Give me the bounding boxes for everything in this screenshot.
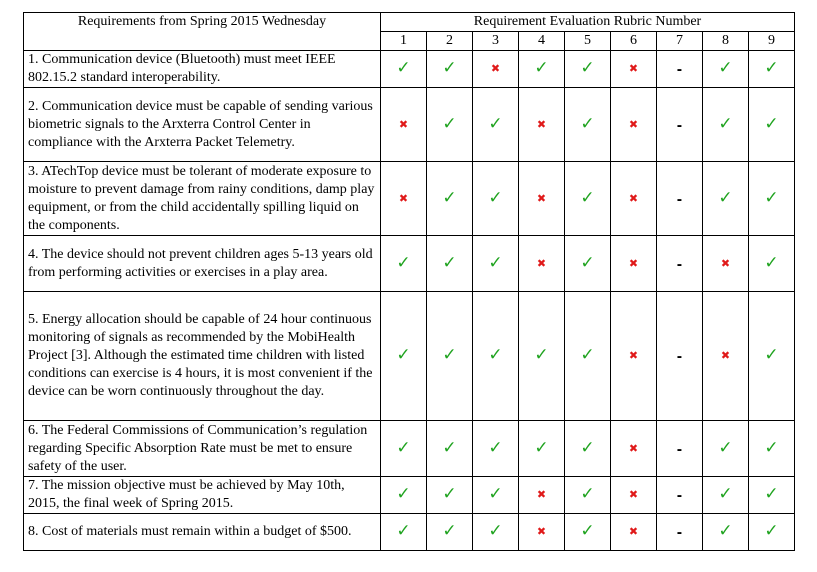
rubric-cell <box>749 292 795 421</box>
cross-icon: ✖ <box>398 117 409 131</box>
cross-icon: ✖ <box>628 191 639 205</box>
rubric-number-3: 3 <box>473 32 519 51</box>
rubric-cell <box>519 236 565 292</box>
checkmark-icon: ✓ <box>580 437 595 458</box>
rubric-cell <box>473 162 519 236</box>
dash-icon: - <box>676 63 683 78</box>
checkmark-icon: ✓ <box>580 521 595 541</box>
rubric-cell <box>519 477 565 514</box>
rubric-cell <box>519 514 565 551</box>
rubric-cell <box>473 88 519 162</box>
checkmark-icon: ✓ <box>764 437 779 458</box>
rubric-cell <box>703 162 749 236</box>
checkmark-icon: ✓ <box>534 345 549 365</box>
requirements-header: Requirements from Spring 2015 Wednesday <box>24 13 381 51</box>
cross-icon: ✖ <box>628 525 639 538</box>
rubric-cell <box>565 236 611 292</box>
rubric-cell <box>703 88 749 162</box>
rubric-cell <box>657 514 703 551</box>
rubric-cell <box>565 88 611 162</box>
checkmark-icon: ✓ <box>534 58 549 78</box>
checkmark-icon: ✓ <box>718 58 733 78</box>
rubric-cell <box>703 477 749 514</box>
checkmark-icon: ✓ <box>718 187 733 208</box>
cross-icon: ✖ <box>628 62 639 75</box>
rubric-cell <box>427 162 473 236</box>
rubric-number-6: 6 <box>611 32 657 51</box>
cross-icon: ✖ <box>536 488 547 501</box>
rubric-cell <box>473 514 519 551</box>
rubric-number-8: 8 <box>703 32 749 51</box>
requirement-text: 1. Communication device (Bluetooth) must meet IEEE 802.15.2 standard interoperability. <box>24 51 381 88</box>
rubric-number-4: 4 <box>519 32 565 51</box>
rubric-cell <box>703 421 749 477</box>
rubric-cell <box>703 51 749 88</box>
rubric-cell <box>657 477 703 514</box>
checkmark-icon: ✓ <box>488 484 503 504</box>
rubric-cell <box>749 236 795 292</box>
checkmark-icon: ✓ <box>764 345 779 365</box>
rubric-cell <box>381 51 427 88</box>
rubric-cell <box>611 421 657 477</box>
checkmark-icon: ✓ <box>442 58 457 78</box>
dash-icon: - <box>676 442 683 458</box>
header-row <box>24 13 795 32</box>
checkmark-icon: ✓ <box>442 521 457 541</box>
rubric-cell <box>611 162 657 236</box>
table-row <box>24 292 795 421</box>
rubric-cell <box>611 477 657 514</box>
rubric-cell <box>381 162 427 236</box>
rubric-cell <box>565 421 611 477</box>
dash-icon: - <box>676 118 683 134</box>
rubric-cell <box>427 477 473 514</box>
rubric-cell <box>657 88 703 162</box>
checkmark-icon: ✓ <box>396 484 411 504</box>
checkmark-icon: ✓ <box>488 187 503 208</box>
rubric-cell <box>611 236 657 292</box>
requirement-text: 4. The device should not prevent children ages 5-13 years old from performing activities or exercises in a play area. <box>24 236 381 292</box>
rubric-number-1: 1 <box>381 32 427 51</box>
rubric-cell <box>703 514 749 551</box>
checkmark-icon: ✓ <box>764 113 779 134</box>
rubric-cell <box>473 236 519 292</box>
cross-icon: ✖ <box>628 441 639 455</box>
rubric-cell <box>473 51 519 88</box>
rubric-cell <box>473 477 519 514</box>
cross-icon: ✖ <box>628 488 639 501</box>
table-row <box>24 162 795 236</box>
dash-icon: - <box>676 192 683 208</box>
rubric-number-2: 2 <box>427 32 473 51</box>
rubric-cell <box>749 421 795 477</box>
checkmark-icon: ✓ <box>718 484 733 504</box>
rubric-cell <box>657 421 703 477</box>
requirements-rubric-table <box>23 12 795 551</box>
rubric-cell <box>473 292 519 421</box>
requirement-text: 7. The mission objective must be achieved by May 10th, 2015, the final week of Spring 2015. <box>24 477 381 514</box>
rubric-cell <box>565 162 611 236</box>
checkmark-icon: ✓ <box>718 437 733 458</box>
checkmark-icon: ✓ <box>488 252 503 273</box>
cross-icon: ✖ <box>628 349 639 362</box>
rubric-cell <box>381 236 427 292</box>
cross-icon: ✖ <box>536 256 547 270</box>
checkmark-icon: ✓ <box>396 252 411 273</box>
rubric-cell <box>657 162 703 236</box>
table-row <box>24 421 795 477</box>
rubric-cell <box>427 236 473 292</box>
checkmark-icon: ✓ <box>580 187 595 208</box>
checkmark-icon: ✓ <box>442 437 457 458</box>
checkmark-icon: ✓ <box>442 113 457 134</box>
cross-icon: ✖ <box>628 117 639 131</box>
checkmark-icon: ✓ <box>580 484 595 504</box>
requirement-text: 3. ATechTop device must be tolerant of moderate exposure to moisture to prevent damage from rainy conditions, damp play equipment, or from the child accidentally spilling liquid on the components. <box>24 162 381 236</box>
rubric-cell <box>519 162 565 236</box>
rubric-header: Requirement Evaluation Rubric Number <box>381 13 795 32</box>
rubric-cell <box>749 514 795 551</box>
checkmark-icon: ✓ <box>580 345 595 365</box>
rubric-cell <box>611 514 657 551</box>
table-row <box>24 514 795 551</box>
rubric-cell <box>565 51 611 88</box>
dash-icon: - <box>676 526 683 541</box>
checkmark-icon: ✓ <box>442 252 457 273</box>
rubric-cell <box>611 88 657 162</box>
rubric-cell <box>381 421 427 477</box>
table-row <box>24 477 795 514</box>
rubric-cell <box>565 477 611 514</box>
rubric-cell <box>657 236 703 292</box>
checkmark-icon: ✓ <box>580 113 595 134</box>
rubric-cell <box>519 421 565 477</box>
rubric-number-7: 7 <box>657 32 703 51</box>
requirement-text: 5. Energy allocation should be capable of 24 hour continuous monitoring of signals as recommended by the MobiHealth Project [3]. Although the estimated time children with listed conditions can exercise is 4 hours, it is most convenient if the device can be worn continuously throughout the day. <box>24 292 381 421</box>
checkmark-icon: ✓ <box>488 437 503 458</box>
checkmark-icon: ✓ <box>718 521 733 541</box>
rubric-cell <box>657 51 703 88</box>
rubric-cell <box>611 51 657 88</box>
table-row <box>24 88 795 162</box>
rubric-cell <box>381 514 427 551</box>
rubric-number-5: 5 <box>565 32 611 51</box>
rubric-cell <box>703 292 749 421</box>
cross-icon: ✖ <box>536 191 547 205</box>
rubric-cell <box>703 236 749 292</box>
rubric-cell <box>427 292 473 421</box>
checkmark-icon: ✓ <box>580 58 595 78</box>
checkmark-icon: ✓ <box>488 345 503 365</box>
table-row <box>24 236 795 292</box>
checkmark-icon: ✓ <box>396 345 411 365</box>
rubric-number-9: 9 <box>749 32 795 51</box>
rubric-cell <box>427 514 473 551</box>
rubric-cell <box>519 292 565 421</box>
checkmark-icon: ✓ <box>442 345 457 365</box>
rubric-table-body <box>24 13 795 551</box>
rubric-cell <box>565 514 611 551</box>
cross-icon: ✖ <box>628 256 639 270</box>
requirement-text: 2. Communication device must be capable of sending various biometric signals to the Arxterra Control Center in compliance with the Arxterra Packet Telemetry. <box>24 88 381 162</box>
requirement-text: 8. Cost of materials must remain within a budget of $500. <box>24 514 381 551</box>
cross-icon: ✖ <box>536 117 547 131</box>
checkmark-icon: ✓ <box>580 252 595 273</box>
rubric-cell <box>427 51 473 88</box>
rubric-cell <box>427 88 473 162</box>
rubric-cell <box>427 421 473 477</box>
checkmark-icon: ✓ <box>442 484 457 504</box>
rubric-cell <box>611 292 657 421</box>
rubric-cell <box>749 162 795 236</box>
checkmark-icon: ✓ <box>396 521 411 541</box>
rubric-cell <box>519 51 565 88</box>
table-row <box>24 51 795 88</box>
checkmark-icon: ✓ <box>764 252 779 273</box>
checkmark-icon: ✓ <box>718 113 733 134</box>
dash-icon: - <box>676 350 683 365</box>
checkmark-icon: ✓ <box>396 437 411 458</box>
checkmark-icon: ✓ <box>764 484 779 504</box>
rubric-cell <box>473 421 519 477</box>
dash-icon: - <box>676 489 683 504</box>
checkmark-icon: ✓ <box>488 113 503 134</box>
cross-icon: ✖ <box>720 256 731 270</box>
rubric-cell <box>381 292 427 421</box>
requirement-text: 6. The Federal Commissions of Communication’s regulation regarding Specific Absorption Rate must be met to ensure safety of the user. <box>24 421 381 477</box>
rubric-cell <box>519 88 565 162</box>
rubric-cell <box>657 292 703 421</box>
checkmark-icon: ✓ <box>764 58 779 78</box>
rubric-cell <box>749 477 795 514</box>
rubric-cell <box>381 477 427 514</box>
cross-icon: ✖ <box>398 191 409 205</box>
cross-icon: ✖ <box>720 349 731 362</box>
rubric-cell <box>749 51 795 88</box>
checkmark-icon: ✓ <box>396 58 411 78</box>
cross-icon: ✖ <box>490 62 501 75</box>
checkmark-icon: ✓ <box>488 521 503 541</box>
checkmark-icon: ✓ <box>764 187 779 208</box>
dash-icon: - <box>676 257 683 273</box>
rubric-cell <box>381 88 427 162</box>
rubric-cell <box>565 292 611 421</box>
checkmark-icon: ✓ <box>764 521 779 541</box>
cross-icon: ✖ <box>536 525 547 538</box>
rubric-cell <box>749 88 795 162</box>
checkmark-icon: ✓ <box>442 187 457 208</box>
checkmark-icon: ✓ <box>534 437 549 458</box>
